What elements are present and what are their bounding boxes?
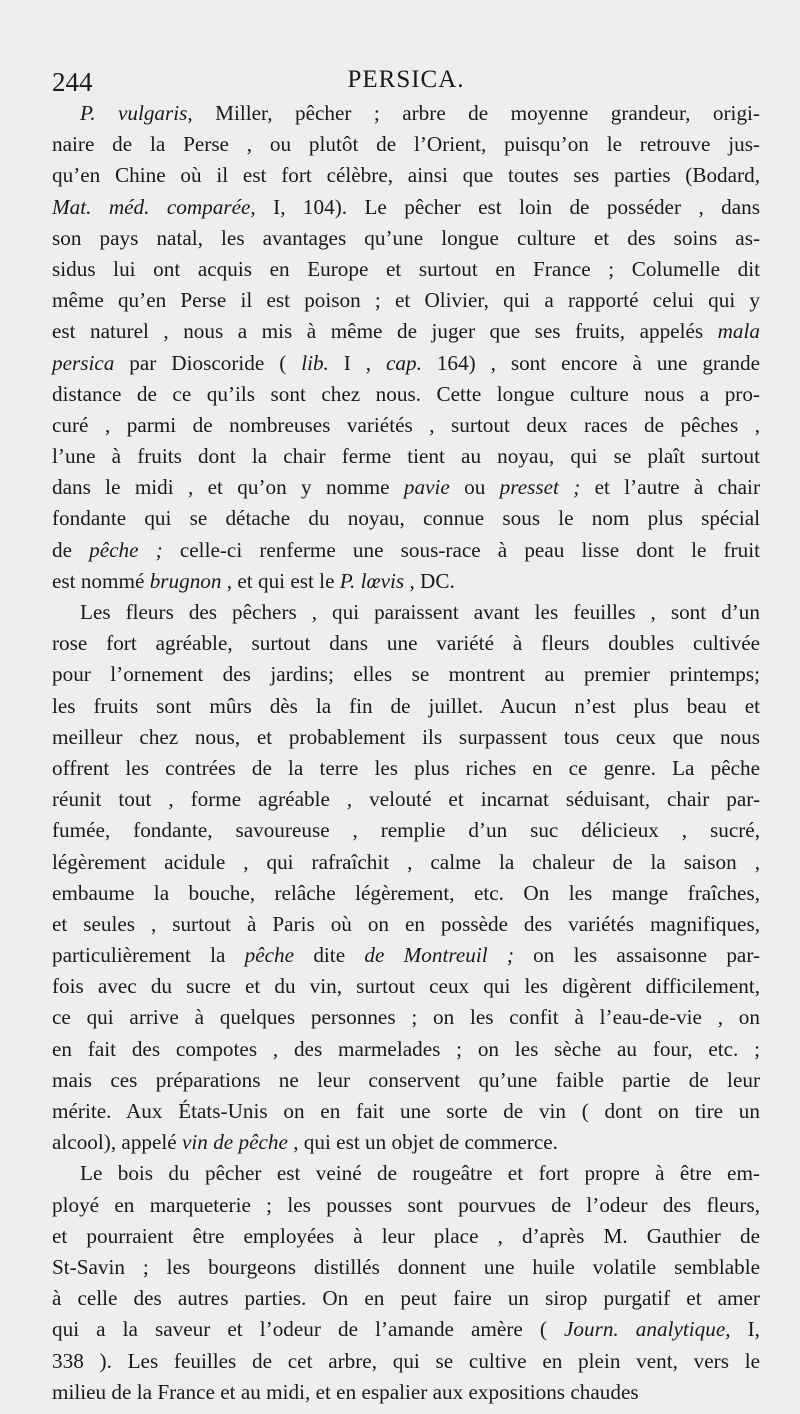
text-run: particulièrement la <box>52 943 245 968</box>
text-line <box>52 223 760 254</box>
text-run: est nommé <box>52 568 150 593</box>
text-line <box>52 1065 760 1096</box>
text-line <box>52 129 760 160</box>
text-line <box>52 722 760 753</box>
text-run: naire de la Perse , ou plutôt de l’Orient, puisqu’on le retrouve jus- <box>52 132 760 157</box>
text-line <box>52 160 760 191</box>
italic-text: brugnon <box>149 568 222 593</box>
text-run: curé , parmi de nombreuses variétés , surtout deux races de pêches , <box>52 412 760 437</box>
paragraph <box>52 98 760 597</box>
text-line <box>52 878 760 909</box>
text-line <box>52 535 760 566</box>
text-line <box>52 784 760 815</box>
text-line <box>52 254 760 285</box>
italic-text: P. lœvis <box>339 568 405 593</box>
text-line <box>52 316 760 347</box>
italic-text: persica <box>52 350 115 375</box>
text-run: par Dioscoride ( <box>114 350 302 375</box>
text-line <box>52 1190 760 1221</box>
text-run: 338 ). Les feuilles de cet arbre, qui se cultive en plein vent, vers le <box>52 1348 760 1373</box>
text-run: est naturel , nous a mis à même de juger que ses fruits, appelés <box>52 319 718 344</box>
text-line <box>52 410 760 441</box>
paragraph <box>52 1158 760 1408</box>
text-run: milieu de la France et au midi, et en espalier aux expositions chaudes <box>52 1379 639 1404</box>
text-run: I , <box>328 350 387 375</box>
text-run: qui a la saveur et l’odeur de l’amande amère ( <box>52 1317 564 1342</box>
text-run: dite <box>294 943 365 968</box>
text-run: en fait des compotes , des marmelades ; on les sèche au four, etc. ; <box>52 1036 760 1061</box>
running-head <box>52 62 760 98</box>
italic-text: pêche ; <box>89 537 163 562</box>
text-run: , et qui est le <box>221 568 340 593</box>
text-run: , Miller, pêcher ; arbre de moyenne grandeur, origi- <box>187 101 760 125</box>
text-run: ployé en marqueterie ; les pousses sont pourvues de l’odeur des fleurs, <box>52 1192 760 1217</box>
text-run: , I, <box>725 1317 760 1342</box>
italic-text: cap. <box>386 350 422 375</box>
text-line <box>52 815 760 846</box>
text-run: et l’autre à chair <box>580 475 760 500</box>
text-run: celle-ci renferme une sous-race à peau lisse dont le fruit <box>162 537 760 562</box>
italic-text: mala <box>717 319 760 344</box>
text-run: sidus lui ont acquis en Europe et surtout en France ; Columelle dit <box>52 256 760 281</box>
text-run: son pays natal, les avantages qu’une longue culture et des soins as- <box>52 225 760 250</box>
italic-text: Journ. analytique <box>564 1317 726 1342</box>
text-line <box>52 1221 760 1252</box>
text-run: qu’en Chine où il est fort célèbre, ainsi que toutes ses parties (Bodard, <box>52 163 760 188</box>
text-run: distance de ce qu’ils sont chez nous. Cette longue culture nous a pro- <box>52 381 760 406</box>
italic-text: pavie <box>403 475 450 500</box>
body-text <box>52 98 760 1408</box>
text-run: pour l’ornement des jardins; elles se montrent au premier printemps; <box>52 662 760 687</box>
text-line <box>52 691 760 722</box>
text-run: l’une à fruits dont la chair ferme tient au noyau, qui se plaît surtout <box>52 444 760 469</box>
text-run: ce qui arrive à quelques personnes ; on les confit à l’eau-de-vie , on <box>52 1005 760 1030</box>
text-run: fumée, fondante, savoureuse , remplie d’un suc délicieux , sucré, <box>52 818 760 843</box>
text-run: dans le midi , et qu’on y nomme <box>52 475 404 500</box>
text-run: 164) , sont encore à une grande <box>421 350 760 375</box>
text-run: les fruits sont mûrs dès la fin de juillet. Aucun n’est plus beau et <box>52 693 760 718</box>
text-line <box>52 285 760 316</box>
italic-text: presset ; <box>499 475 581 500</box>
running-title: PERSICA. <box>347 66 465 93</box>
text-line <box>52 1346 760 1377</box>
paragraph <box>52 597 760 1158</box>
text-line <box>52 753 760 784</box>
text-run: fois avec du sucre et du vin, surtout ceux qui les digèrent difficilement, <box>52 974 760 999</box>
text-line <box>52 1127 760 1158</box>
text-run: St-Savin ; les bourgeons distillés donnent une huile volatile semblable <box>52 1254 760 1279</box>
text-line <box>52 1158 760 1189</box>
text-line <box>52 98 760 129</box>
text-run: même qu’en Perse il est poison ; et Olivier, qui a rapporté celui qui y <box>52 288 760 313</box>
text-run: mérite. Aux États-Unis on en fait une sorte de vin ( dont on tire un <box>52 1099 760 1123</box>
text-line <box>52 628 760 659</box>
text-run: , I, 104). Le pêcher est loin de posséder , dans <box>250 194 761 219</box>
text-line <box>52 1377 760 1408</box>
text-run: , DC. <box>404 568 455 593</box>
text-line <box>52 379 760 410</box>
text-run: fondante qui se détache du noyau, connue sous le nom plus spécial <box>52 506 760 531</box>
italic-text: de Montreuil ; <box>364 943 514 968</box>
text-line <box>52 847 760 878</box>
text-line <box>52 659 760 690</box>
text-line <box>52 503 760 534</box>
italic-text: P. vulgaris <box>80 101 188 125</box>
text-run: meilleur chez nous, et probablement ils surpassent tous ceux que nous <box>52 724 760 749</box>
text-run: rose fort agréable, surtout dans une variété à fleurs doubles cultivée <box>52 631 760 656</box>
text-line <box>52 1034 760 1065</box>
text-run: on les assaisonne par- <box>513 943 761 968</box>
text-run: ou <box>449 475 500 500</box>
text-run: et pourraient être employées à leur place , d’après M. Gauthier de <box>52 1223 760 1248</box>
text-line <box>52 566 760 597</box>
text-run: , qui est un objet de commerce. <box>287 1130 558 1155</box>
text-line <box>52 1252 760 1283</box>
italic-text: vin de pêche <box>182 1130 288 1155</box>
text-line <box>52 441 760 472</box>
italic-text: pêche <box>244 943 295 968</box>
text-line <box>52 909 760 940</box>
text-line <box>52 597 760 628</box>
text-line <box>52 1283 760 1314</box>
page-number: 244 <box>52 67 93 97</box>
text-run: et seules , surtout à Paris où on en possède des variétés magnifiques, <box>52 911 760 936</box>
text-run: réunit tout , forme agréable , velouté et incarnat séduisant, chair par- <box>52 787 760 812</box>
text-run: de <box>52 537 90 562</box>
text-run: Le bois du pêcher est veiné de rougeâtre et fort propre à être em- <box>80 1161 760 1186</box>
text-line <box>52 1314 760 1345</box>
text-run: à celle des autres parties. On en peut faire un sirop purgatif et amer <box>52 1286 760 1311</box>
italic-text: lib. <box>301 350 329 375</box>
text-line <box>52 348 760 379</box>
text-run: offrent les contrées de la terre les plus riches en ce genre. La pêche <box>52 755 760 780</box>
text-line <box>52 940 760 971</box>
text-line <box>52 1096 760 1127</box>
text-line <box>52 971 760 1002</box>
text-run: Les fleurs des pêchers , qui paraissent avant les feuilles , sont d’un <box>80 600 760 624</box>
italic-text: Mat. méd. comparée <box>52 194 251 219</box>
text-line <box>52 1002 760 1033</box>
text-run: mais ces préparations ne leur conservent qu’une faible partie de leur <box>52 1067 760 1092</box>
text-run: légèrement acidule , qui rafraîchit , calme la chaleur de la saison , <box>52 849 760 874</box>
text-line <box>52 192 760 223</box>
text-run: embaume la bouche, relâche légèrement, etc. On les mange fraîches, <box>52 880 760 905</box>
text-line <box>52 472 760 503</box>
text-run: alcool), appelé <box>52 1130 183 1155</box>
